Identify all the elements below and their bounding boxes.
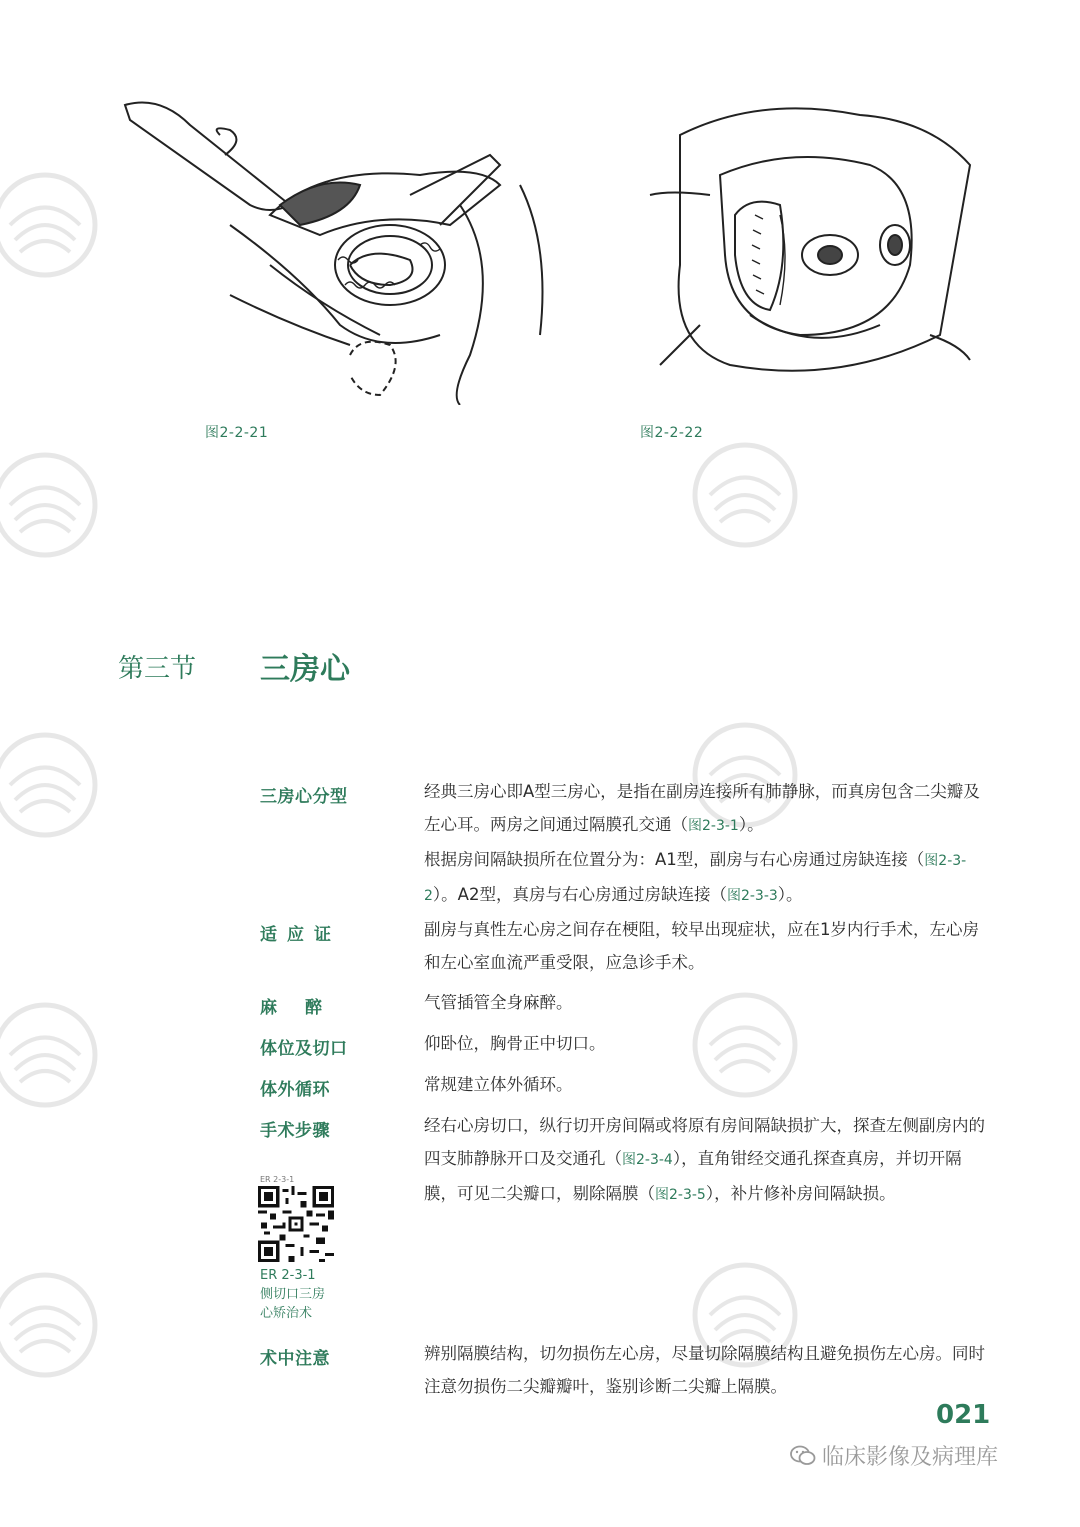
- entry-label-indications: 适应证: [260, 925, 341, 945]
- figure-2-2-21-illustration: [120, 95, 560, 405]
- qr-caption: ER 2-3-1 侧切口三房 心矫治术: [260, 1268, 326, 1321]
- qr-code-label: ER 2-3-1: [260, 1175, 295, 1184]
- entry-label-classification: 三房心分型: [260, 787, 348, 807]
- figure-caption: 图2-2-21: [205, 425, 269, 441]
- figure-ref[interactable]: 图2-3-5: [655, 1187, 706, 1203]
- entry-text-anesthesia: 气管插管全身麻醉。: [424, 993, 573, 1012]
- watermark-seal-icon: [0, 730, 100, 840]
- figure-ref[interactable]: 图2-3-2: [424, 853, 967, 904]
- figure-ref[interactable]: 图2-3-4: [622, 1152, 673, 1168]
- figure-ref[interactable]: 图2-3-1: [688, 818, 739, 834]
- entry-text-position-incision: 仰卧位，胸骨正中切口。: [424, 1034, 606, 1053]
- figure-ref[interactable]: 图2-3-3: [726, 888, 778, 904]
- entry-text-procedure: 经右心房切口，纵行切开房间隔或将原有房间隔缺损扩大，探查左侧副房内的四支肺静脉开口及交通孔（图2-3-4），直角钳经交通孔探查真房，并切开隔膜，可见二尖瓣口，剔除隔膜（图2-3-5），补片修补房间隔缺损。: [424, 1116, 985, 1203]
- entry-label-position-incision: 体位及切口: [260, 1039, 348, 1059]
- wechat-icon: [790, 1445, 816, 1467]
- qr-code[interactable]: [258, 1186, 334, 1262]
- page-number: 021: [936, 1400, 991, 1430]
- entry-text-indications: 副房与真性左心房之间存在梗阻，较早出现症状，应在1岁内行手术，左心房和左心室血流严重受限，应急诊手术。: [424, 920, 979, 972]
- footer-text: 临床影像及病理库: [822, 1445, 999, 1470]
- entry-text-bypass: 常规建立体外循环。: [424, 1075, 573, 1094]
- figure-caption: 图2-2-22: [640, 425, 704, 441]
- entry-text-classification: 经典三房心即A型三房心，是指在副房连接所有肺静脉，而真房包含二尖瓣及左心耳。两房之间通过隔膜孔交通（图2-3-1）。 根据房间隔缺损所在位置分为：A1型，副房与右心房通过房缺连接（图2-3-2）。A2型，真房与右心房通过房缺连接（图2-3-3）。: [424, 782, 980, 904]
- section-title: 三房心: [260, 652, 350, 687]
- entry-label-anesthesia: 麻醉: [260, 998, 350, 1018]
- entry-label-procedure: 手术步骤: [260, 1121, 330, 1141]
- watermark-seal-icon: [690, 440, 800, 550]
- watermark-seal-icon: [0, 1000, 100, 1110]
- entry-label-precautions: 术中注意: [260, 1349, 330, 1369]
- entry-text-precautions: 辨别隔膜结构，切勿损伤左心房，尽量切除隔膜结构且避免损伤左心房。同时注意勿损伤二尖瓣瓣叶，鉴别诊断二尖瓣上隔膜。: [424, 1344, 985, 1396]
- watermark-seal-icon: [0, 170, 100, 280]
- figure-2-2-22-illustration: [640, 95, 985, 405]
- footer-source: [790, 1440, 998, 1471]
- watermark-seal-icon: [0, 450, 100, 560]
- watermark-seal-icon: [0, 1270, 100, 1380]
- entry-label-bypass: 体外循环: [260, 1080, 330, 1100]
- section-number: 第三节: [118, 654, 197, 684]
